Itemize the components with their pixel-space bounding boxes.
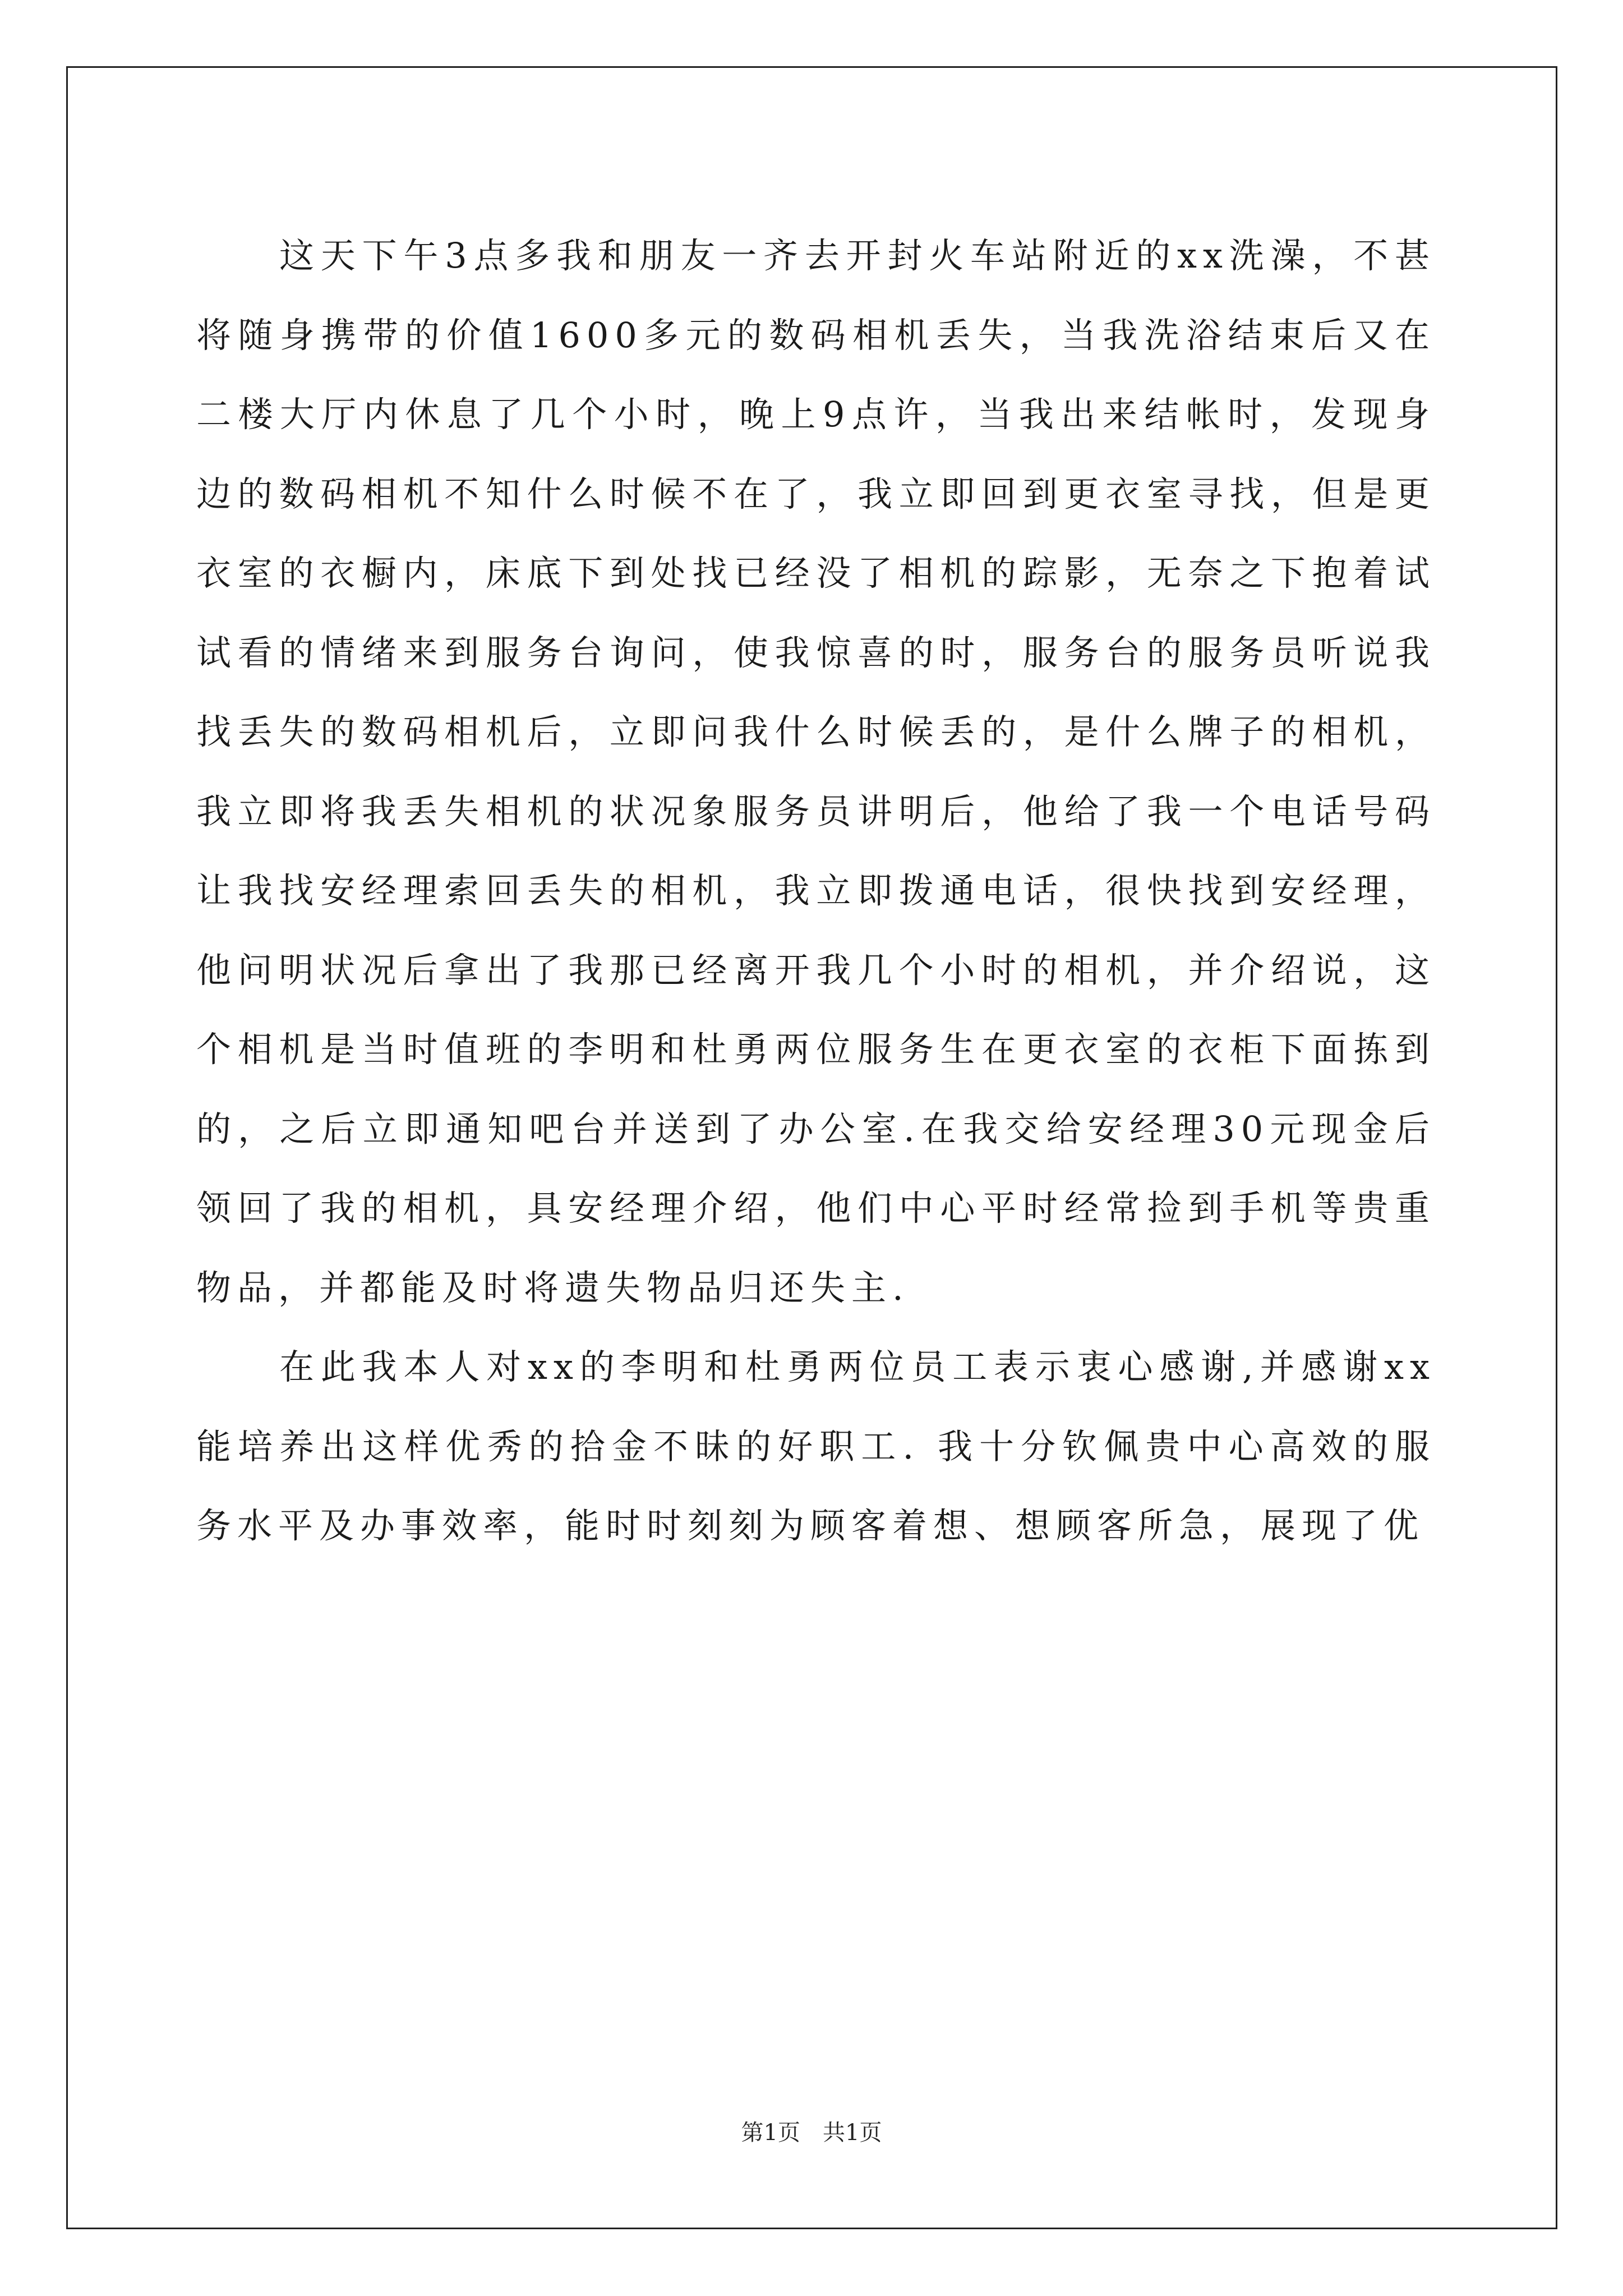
- document-body: [196, 216, 1436, 1566]
- paragraph-2: 在此我本人对xx的李明和杜勇两位员工表示衷心感谢,并感谢xx能培养出这样优秀的拾金不昧的好职工. 我十分钦佩贵中心高效的服务水平及办事效率，能时时刻刻为顾客着想、想顾客所急，展现了优: [196, 1346, 1436, 1546]
- paragraph-1: 这天下午3点多我和朋友一齐去开封火车站附近的xx洗澡，不甚将随身携带的价值1600多元的数码相机丢失，当我洗浴结束后又在二楼大厅内休息了几个小时，晚上9点许，当我出来结帐时，发现身边的数码相机不知什么时候不在了，我立即回到更衣室寻找，但是更衣室的衣橱内，床底下到处找已经没了相机的踪影，无奈之下抱着试试看的情绪来到服务台询问，使我惊喜的时，服务台的服务员听说我找丢失的数码相机后，立即问我什么时候丢的，是什么牌子的相机，我立即将我丢失相机的状况象服务员讲明后，他给了我一个电话号码让我找安经理索回丢失的相机，我立即拨通电话，很快找到安经理，他问明状况后拿出了我那已经离开我几个小时的相机，并介绍说，这个相机是当时值班的李明和杜勇两位服务生在更衣室的衣柜下面拣到的，之后立即通知吧台并送到了办公室.在我交给安经理30元现金后领回了我的相机，具安经理介绍，他们中心平时经常捡到手机等贵重物品，并都能及时将遗失物品归还失主.: [196, 235, 1436, 1308]
- page-number-footer: 第1页 共1页: [741, 2120, 882, 2146]
